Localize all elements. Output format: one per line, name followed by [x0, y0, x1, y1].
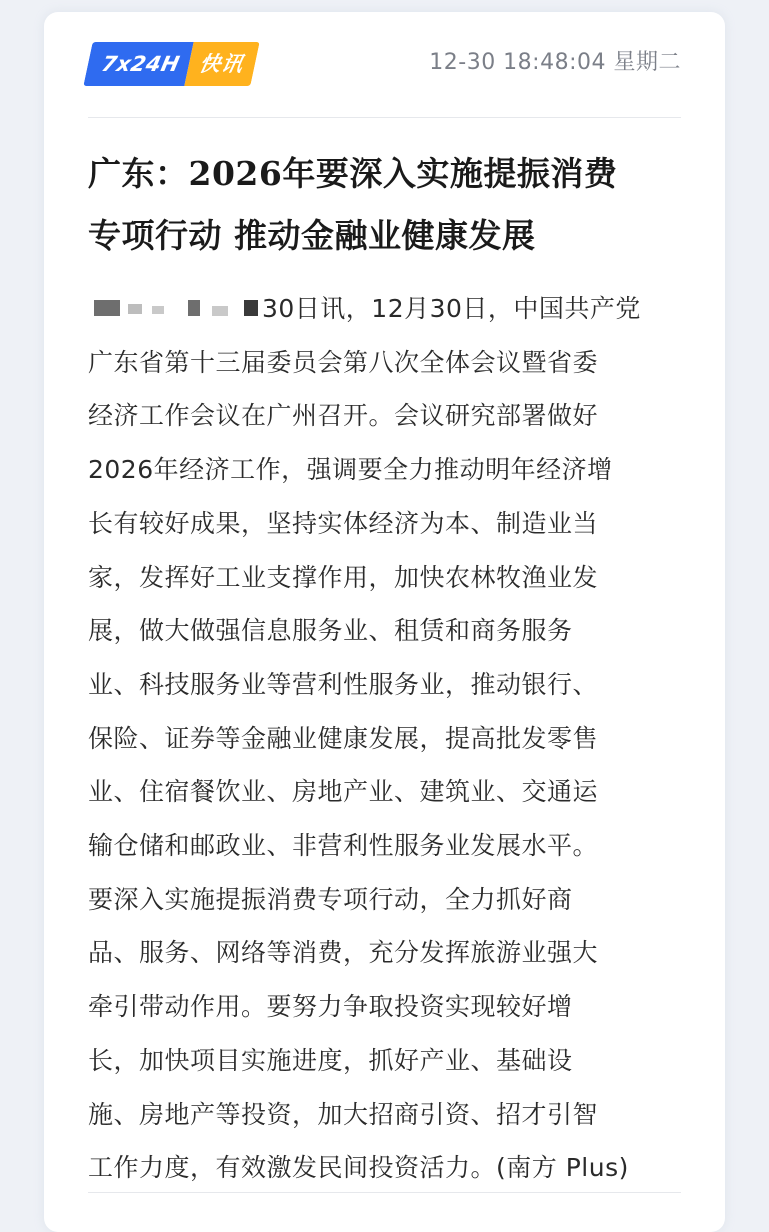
article-body-line: 施、房地产等投资，加大招商引资、招才引智 — [88, 1099, 599, 1129]
header-divider — [88, 117, 681, 118]
flash-news-badge — [83, 42, 260, 86]
news-card — [44, 12, 725, 1232]
footer-divider — [88, 1192, 681, 1193]
redacted-source-mark — [88, 282, 262, 335]
article-body-line: 长，加快项目实施进度，抓好产业、基础设 — [88, 1045, 573, 1075]
article-body-line: 输仓储和邮政业、非营利性服务业发展水平。 — [88, 831, 599, 861]
article-body-line: 要深入实施提振消费专项行动，全力抓好商 — [88, 884, 573, 914]
article-body-line: 2026年经济工作，强调要全力推动明年经济增 — [88, 455, 613, 485]
article-body-line: 工作力度，有效激发民间投资活力。(南方 Plus) — [88, 1153, 629, 1183]
news-header — [44, 12, 725, 118]
article-title-line-2: 专项行动 推动金融业健康发展 — [88, 216, 536, 255]
badge-7x24h-label: 7x24H — [83, 42, 194, 86]
article-body — [88, 282, 688, 1195]
badge-flash-label: 快讯 — [185, 42, 260, 86]
article-body-line: 业、住宿餐饮业、房地产业、建筑业、交通运 — [88, 777, 599, 807]
article-title — [88, 143, 688, 267]
article-body-line: 广东省第十三届委员会第八次全体会议暨省委 — [88, 347, 599, 377]
article-body-line: 保险、证券等金融业健康发展，提高批发零售 — [88, 723, 599, 753]
article-body-line: 业、科技服务业等营利性服务业，推动银行、 — [88, 669, 599, 699]
article-body-line: 牵引带动作用。要努力争取投资实现较好增 — [88, 992, 573, 1022]
article-body-line: 经济工作会议在广州召开。会议研究部署做好 — [88, 401, 599, 431]
article-title-line-1: 广东：2026年要深入实施提振消费 — [88, 154, 618, 193]
article-body-line: 展，做大做强信息服务业、租赁和商务服务 — [88, 616, 573, 646]
article-body-line: 品、服务、网络等消费，充分发挥旅游业强大 — [88, 938, 599, 968]
article-body-line: 家，发挥好工业支撑作用，加快农林牧渔业发 — [88, 562, 599, 592]
article-body-line: 30日讯，12月30日，中国共产党 — [88, 282, 688, 336]
news-timestamp: 12-30 18:48:04 星期二 — [429, 50, 681, 75]
article-body-line: 长有较好成果，坚持实体经济为本、制造业当 — [88, 508, 599, 538]
